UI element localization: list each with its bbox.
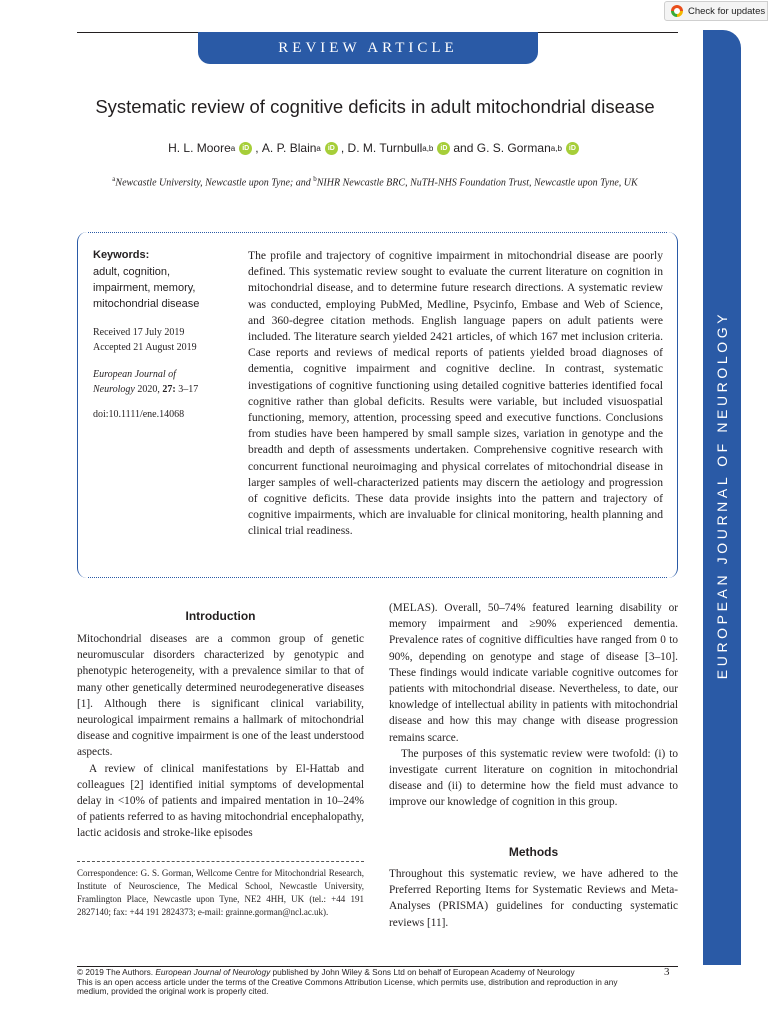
author-separator: and [453,141,474,155]
footnote-rule [77,861,364,862]
author-affil-sup: a,b [422,143,434,153]
paragraph: A review of clinical manifestations by El-Hattab and colleagues [2] identified initial symptoms of developmental delay in <10% of patients and impaired mentation in 10–24% of patients referred to as having mitochondrial encephalopathy, lactic acidosis and stroke-like episodes [77,762,364,840]
article-dates [93,325,233,355]
author-separator: , [340,141,345,155]
correspondence-footnote: Correspondence: G. S. Gorman, Wellcome Centre for Mitochondrial Research, Institute of Neuroscience, The Medical School, Newcastle University, Framlington Place, Newcastle upon Tyne, NE2 4HH, UK (tel.: +44 191 2827140; fax: +44 191 2824373; e-mail: grainne.gorman@ncl.ac.uk). [77,868,364,917]
keyword-line: mitochondrial disease [93,298,200,310]
footer-journal: European Journal of Neurology [155,967,271,977]
journal-name: Neurology [93,384,135,395]
orcid-icon[interactable]: iD [239,142,252,155]
author-name: G. S. Gorman [476,141,551,155]
paragraph: Throughout this systematic review, we have adhered to the Preferred Reporting Items for Systematic Reviews and Meta-Analyses (PRISMA) guidelines for conducting systematic reviews [11]. [389,868,678,929]
affil-sup: b [313,175,317,183]
footer-license [77,968,647,997]
methods-body [389,866,678,931]
author-affil-sup: a [230,143,236,153]
affiliation-b: NIHR Newcastle BRC, NuTH-NHS Foundation Trust, Newcastle upon Tyne, UK [316,177,638,189]
article-type-banner: REVIEW ARTICLE [198,32,538,64]
journal-reference [93,367,233,397]
introduction-heading: Introduction [185,609,256,623]
check-for-updates-label: Check for updates [688,5,766,17]
crossmark-icon [671,5,683,17]
paragraph: (MELAS). Overall, 50–74% featured learning disability or memory impairment and ≥90% experienced dementia. Prevalence rates of cognitive difficulties have ranged from 0 to 90%, depending on genotype and stage of disease [3–10]. These findings would indicate variable cognitive outcomes for patients with mitochondrial disease. Nevertheless, to date, our knowledge of intellectual ability in patients with mitochondrial disease and how this may change with disease progression remains scarce. [389,602,678,744]
author-name: D. M. Turnbull [347,141,423,155]
affil-sup: a [112,175,116,183]
keyword-line: impairment, memory, [93,282,196,294]
author-affil-sup: a,b [550,143,562,153]
license-text: This is an open access article under the terms of the Creative Commons Attribution License, which permits use, distribution and reproduction in any medium, provided the original work is properly cited. [77,976,618,997]
journal-name-vertical: EUROPEAN JOURNAL OF NEUROLOGY [714,310,730,680]
author-separator: , [255,141,259,155]
journal-volume: 27: [162,384,176,395]
journal-year: 2020, [134,384,163,395]
affiliations [60,175,690,188]
right-column-body [389,600,678,811]
author-name: A. P. Blain [261,141,317,155]
article-title: Systematic review of cognitive deficits in adult mitochondrial disease [95,96,655,117]
accepted-date: Accepted 21 August 2019 [93,342,197,353]
methods-heading: Methods [508,845,559,859]
orcid-icon[interactable]: iD [566,142,579,155]
journal-pages: 3–17 [175,384,199,395]
doi-link[interactable]: doi:10.1111/ene.14068 [93,409,185,420]
author-name: H. L. Moore [168,141,231,155]
journal-name: European Journal of [93,369,176,380]
author-list [60,141,690,155]
orcid-icon[interactable]: iD [325,142,338,155]
paragraph: Mitochondrial diseases are a common group of genetic neuromuscular disorders characterized by genotypic and phenotypic heterogeneity, with a prevalence similar to that of many other genetically determined neurodegenerative diseases [1]. Although there is significant clinical variability, neurological impairment remains a hallmark of mitochondrial disease and cognitive impairment is one of the least understood aspects. [77,633,364,759]
received-date: Received 17 July 2019 [93,327,185,338]
paragraph: The purposes of this systematic review were twofold: (i) to investigate current literature on cognition in mitochondrial disease and (ii) to determine how the field must advance to improve our knowledge of cognition in this group. [389,747,678,809]
copyright-post: published by John Wiley & Sons Ltd on behalf of European Academy of Neurology [270,967,575,977]
keywords-heading: Keywords: [93,249,150,261]
check-for-updates-button[interactable] [664,1,768,21]
page-number: 3 [664,966,670,978]
keyword-line: adult, cognition, [93,266,171,278]
keywords-list [93,264,233,312]
orcid-icon[interactable]: iD [437,142,450,155]
affiliation-a: Newcastle University, Newcastle upon Tyne; and [115,177,314,189]
copyright-pre: © 2019 The Authors. [77,967,156,977]
introduction-body [77,631,364,842]
author-affil-sup: a [316,143,321,153]
abstract-text: The profile and trajectory of cognitive impairment in mitochondrial disease are poorly defined. This systematic review sought to evaluate the current literature on cognition in mitochondrial disease, and to determine future research directions. A systematic review was conducted, employing PubMed, Medline, Psycinfo, Embase and Web of Science, and 360-degree citation methods. English language papers on adult patients were included. The literature search yielded 2421 articles, of which 167 met inclusion criteria. Case reports and reviews of medical reports of patients yielded broad diagnoses of dementia, cognitive impairment and cognitive decline. In contrast, systematic investigations of cognitive functioning using detailed cognitive batteries identified focal cognitive rather than global deficits. Results were variable, but included visuospatial functioning, memory, attention, processing speed and executive functions. Conclusions from studies have been hampered by small sample sizes, variation in genotype and the breadth and depth of assessments undertaken. Comprehensive cognitive research with concurrent functional neuroimaging and physical correlates of mitochondrial disease in larger samples of well-characterized patients may discern the aetiology and progression of cognitive deficits. These data provide insights into the pattern and trajectory of cognitive impairments, which are invaluable for clinical monitoring, health planning and clinical trial readiness. [248,249,663,538]
